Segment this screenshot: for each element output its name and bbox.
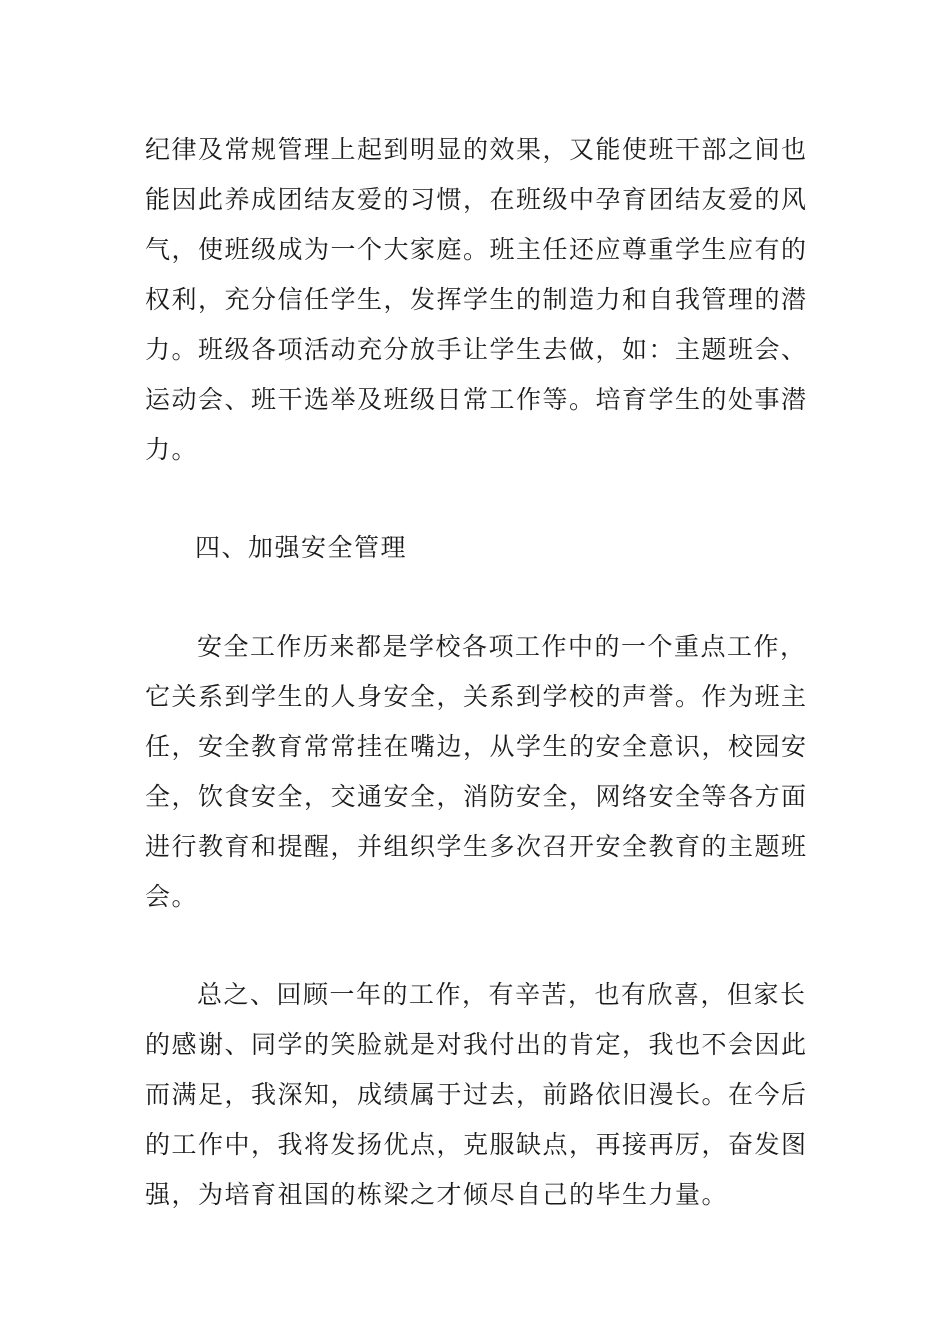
paragraph-line: 安全工作历来都是学校各项工作中的一个重点工作， <box>197 632 807 661</box>
paragraph-line: 任，安全教育常常挂在嘴边，从学生的安全意识，校园安 <box>145 732 808 761</box>
paragraph-line: 会。 <box>145 882 199 911</box>
paragraph-line: 的感谢、同学的笑脸就是对我付出的肯定，我也不会因此 <box>145 1030 808 1059</box>
paragraph-discipline <box>145 125 807 475</box>
paragraph-line: 总之、回顾一年的工作，有辛苦，也有欣喜，但家长 <box>197 980 807 1009</box>
paragraph-safety <box>145 622 807 922</box>
paragraph-line: 气，使班级成为一个大家庭。班主任还应尊重学生应有的 <box>145 235 808 264</box>
paragraph-line: 力。班级各项活动充分放手让学生去做，如：主题班会、 <box>145 335 808 364</box>
paragraph-summary <box>145 970 807 1220</box>
paragraph-line: 权利，充分信任学生，发挥学生的制造力和自我管理的潜 <box>145 285 808 314</box>
paragraph-line: 的工作中，我将发扬优点，克服缺点，再接再厉，奋发图 <box>145 1130 808 1159</box>
paragraph-line: 能因此养成团结友爱的习惯，在班级中孕育团结友爱的风 <box>145 185 808 214</box>
paragraph-line: 它关系到学生的人身安全，关系到学校的声誉。作为班主 <box>145 682 808 711</box>
paragraph-line: 力。 <box>145 435 199 464</box>
paragraph-line: 而满足，我深知，成绩属于过去，前路依旧漫长。在今后 <box>145 1080 808 1109</box>
paragraph-line: 纪律及常规管理上起到明显的效果，又能使班干部之间也 <box>145 135 808 164</box>
paragraph-line: 运动会、班干选举及班级日常工作等。培育学生的处事潜 <box>145 385 808 414</box>
paragraph-line: 全，饮食安全，交通安全，消防安全，网络安全等各方面 <box>145 782 808 811</box>
paragraph-line: 强，为培育祖国的栋梁之才倾尽自己的毕生力量。 <box>145 1180 729 1209</box>
section-heading: 四、加强安全管理 <box>195 533 408 562</box>
paragraph-line: 进行教育和提醒，并组织学生多次召开安全教育的主题班 <box>145 832 808 861</box>
